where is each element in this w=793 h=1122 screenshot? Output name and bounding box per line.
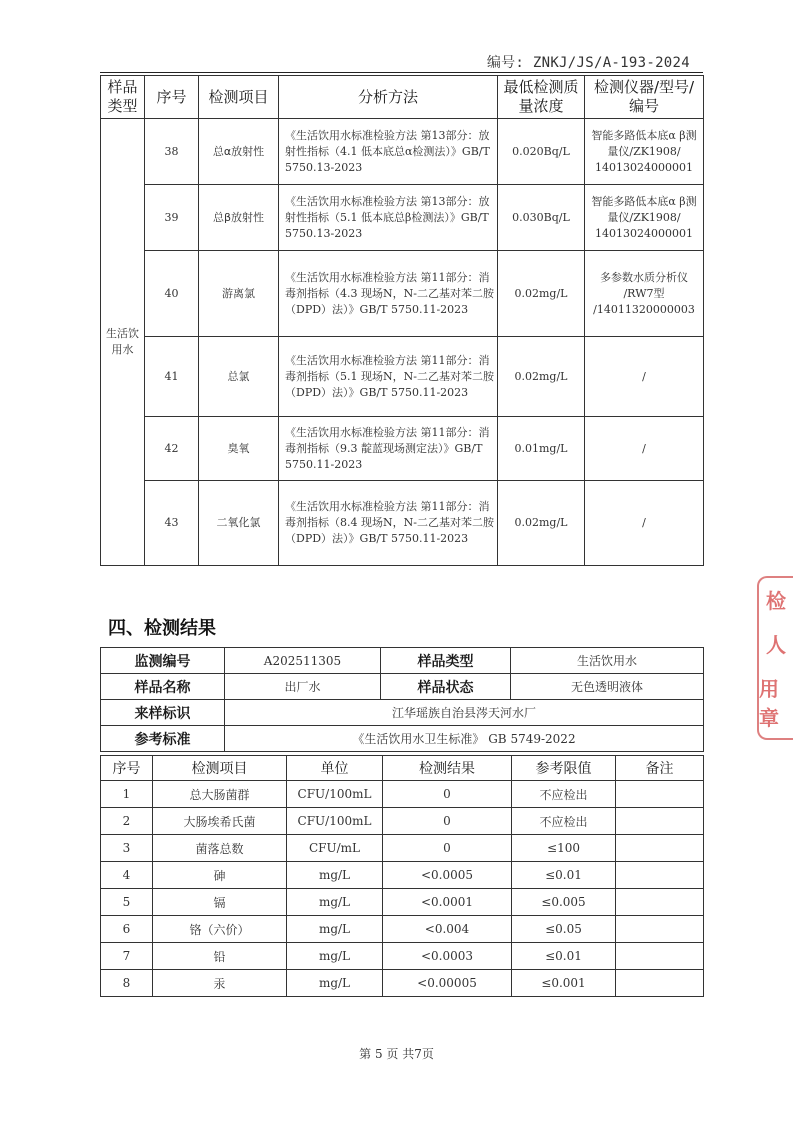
- seq-cell: 43: [145, 481, 199, 566]
- section-title: 四、检测结果: [108, 618, 216, 639]
- result-unit: mg/L: [287, 889, 383, 916]
- result-seq: 3: [101, 835, 153, 862]
- result-value: <0.00005: [383, 970, 512, 997]
- table-row: [101, 251, 704, 337]
- result-unit: mg/L: [287, 916, 383, 943]
- result-seq: 4: [101, 862, 153, 889]
- result-note: [616, 862, 704, 889]
- result-limit: ≤0.01: [512, 862, 616, 889]
- instrument-cell: /: [585, 417, 704, 481]
- instrument-cell: 多参数水质分析仪 /RW7型 /14011320000003: [585, 251, 704, 337]
- header-method: 分析方法: [279, 76, 498, 119]
- sample-state-label: 样品状态: [381, 674, 511, 700]
- result-item: 砷: [153, 862, 287, 889]
- seal-text: 人: [766, 632, 786, 657]
- reference-standard-value: 《生活饮用水卫生标准》 GB 5749-2022: [225, 726, 704, 752]
- concentration-cell: 0.01mg/L: [498, 417, 585, 481]
- result-limit: ≤100: [512, 835, 616, 862]
- item-cell: 臭氧: [199, 417, 279, 481]
- header-item: 检测项目: [199, 76, 279, 119]
- result-limit: ≤0.01: [512, 943, 616, 970]
- instrument-cell: 智能多路低本底α β测量仪/ZK1908/ 14013024000001: [585, 185, 704, 251]
- result-seq: 7: [101, 943, 153, 970]
- result-seq: 2: [101, 808, 153, 835]
- header-rule: [100, 72, 703, 73]
- result-note: [616, 916, 704, 943]
- result-note: [616, 943, 704, 970]
- result-value: 0: [383, 835, 512, 862]
- result-unit: mg/L: [287, 943, 383, 970]
- result-limit: ≤0.005: [512, 889, 616, 916]
- sample-type-value: 生活饮用水: [511, 648, 704, 674]
- header-min-concentration: 最低检测质量浓度: [498, 76, 585, 119]
- result-unit: CFU/mL: [287, 835, 383, 862]
- results-header-limit: 参考限值: [512, 756, 616, 781]
- seq-cell: 42: [145, 417, 199, 481]
- concentration-cell: 0.02mg/L: [498, 337, 585, 417]
- results-header-item: 检测项目: [153, 756, 287, 781]
- method-cell: 《生活饮用水标准检验方法 第11部分：消毒剂指标（9.3 靛蓝现场测定法）》GB/T 5750.11-2023: [279, 417, 498, 481]
- table-row: [101, 835, 704, 862]
- table-row: [101, 337, 704, 417]
- table-row: [101, 916, 704, 943]
- table-row: [101, 185, 704, 251]
- results-table: [100, 755, 704, 997]
- seq-cell: 38: [145, 119, 199, 185]
- concentration-cell: 0.02mg/L: [498, 251, 585, 337]
- instrument-cell: /: [585, 481, 704, 566]
- sample-source-value: 江华瑶族自治县涔天河水厂: [225, 700, 704, 726]
- seq-cell: 39: [145, 185, 199, 251]
- result-limit: ≤0.05: [512, 916, 616, 943]
- method-cell: 《生活饮用水标准检验方法 第11部分：消毒剂指标（4.3 现场N，N-二乙基对苯二胺（DPD）法）》GB/T 5750.11-2023: [279, 251, 498, 337]
- item-cell: 游离氯: [199, 251, 279, 337]
- method-cell: 《生活饮用水标准检验方法 第11部分：消毒剂指标（8.4 现场N，N-二乙基对苯二胺（DPD）法）》GB/T 5750.11-2023: [279, 481, 498, 566]
- result-value: <0.004: [383, 916, 512, 943]
- table-row: [101, 781, 704, 808]
- result-item: 镉: [153, 889, 287, 916]
- sample-source-label: 来样标识: [101, 700, 225, 726]
- table-row: [101, 970, 704, 997]
- concentration-cell: 0.020Bq/L: [498, 119, 585, 185]
- table-row: [101, 417, 704, 481]
- page-footer: 第 5 页 共7页: [359, 1047, 434, 1061]
- result-item: 铬（六价）: [153, 916, 287, 943]
- result-value: <0.0001: [383, 889, 512, 916]
- concentration-cell: 0.02mg/L: [498, 481, 585, 566]
- monitor-id-value: A202511305: [225, 648, 381, 674]
- result-unit: CFU/100mL: [287, 781, 383, 808]
- result-seq: 8: [101, 970, 153, 997]
- results-header-note: 备注: [616, 756, 704, 781]
- result-note: [616, 781, 704, 808]
- method-cell: 《生活饮用水标准检验方法 第13部分：放射性指标（4.1 低本底总α检测法）》GB/T 5750.13-2023: [279, 119, 498, 185]
- header-instrument: 检测仪器/型号/编号: [585, 76, 704, 119]
- result-note: [616, 970, 704, 997]
- seal-stamp: [757, 576, 793, 740]
- result-item: 汞: [153, 970, 287, 997]
- result-unit: mg/L: [287, 862, 383, 889]
- result-unit: CFU/100mL: [287, 808, 383, 835]
- method-cell: 《生活饮用水标准检验方法 第13部分：放射性指标（5.1 低本底总β检测法）》GB/T 5750.13-2023: [279, 185, 498, 251]
- concentration-cell: 0.030Bq/L: [498, 185, 585, 251]
- result-item: 总大肠菌群: [153, 781, 287, 808]
- sample-name-value: 出厂水: [225, 674, 381, 700]
- result-limit: 不应检出: [512, 808, 616, 835]
- result-value: <0.0003: [383, 943, 512, 970]
- table-row: [101, 481, 704, 566]
- sample-type-label: 样品类型: [381, 648, 511, 674]
- item-cell: 总氯: [199, 337, 279, 417]
- results-header-seq: 序号: [101, 756, 153, 781]
- document-number: 编号: ZNKJ/JS/A-193-2024: [486, 55, 690, 71]
- table-row: [101, 119, 704, 185]
- sample-type-cell: 生活饮用水: [101, 119, 145, 566]
- header-sample-type: 样品类型: [101, 76, 145, 119]
- result-seq: 6: [101, 916, 153, 943]
- result-value: <0.0005: [383, 862, 512, 889]
- result-note: [616, 808, 704, 835]
- seq-cell: 40: [145, 251, 199, 337]
- instrument-cell: /: [585, 337, 704, 417]
- reference-standard-label: 参考标准: [101, 726, 225, 752]
- monitor-id-label: 监测编号: [101, 648, 225, 674]
- instrument-cell: 智能多路低本底α β测量仪/ZK1908/ 14013024000001: [585, 119, 704, 185]
- item-cell: 总α放射性: [199, 119, 279, 185]
- result-item: 大肠埃希氏菌: [153, 808, 287, 835]
- result-seq: 5: [101, 889, 153, 916]
- result-note: [616, 889, 704, 916]
- table-row: [101, 862, 704, 889]
- result-limit: ≤0.001: [512, 970, 616, 997]
- method-cell: 《生活饮用水标准检验方法 第11部分：消毒剂指标（5.1 现场N，N-二乙基对苯二胺（DPD）法）》GB/T 5750.11-2023: [279, 337, 498, 417]
- sample-info-table: [100, 647, 704, 752]
- sample-name-label: 样品名称: [101, 674, 225, 700]
- result-value: 0: [383, 781, 512, 808]
- table-row: [101, 808, 704, 835]
- result-limit: 不应检出: [512, 781, 616, 808]
- sample-state-value: 无色透明液体: [511, 674, 704, 700]
- result-unit: mg/L: [287, 970, 383, 997]
- seal-text: 用章: [759, 676, 779, 730]
- result-item: 铅: [153, 943, 287, 970]
- item-cell: 总β放射性: [199, 185, 279, 251]
- header-seq: 序号: [145, 76, 199, 119]
- results-header-result: 检测结果: [383, 756, 512, 781]
- result-item: 菌落总数: [153, 835, 287, 862]
- seal-text: 检: [766, 589, 786, 614]
- result-note: [616, 835, 704, 862]
- table-row: [101, 889, 704, 916]
- item-cell: 二氧化氯: [199, 481, 279, 566]
- results-header-unit: 单位: [287, 756, 383, 781]
- result-seq: 1: [101, 781, 153, 808]
- seq-cell: 41: [145, 337, 199, 417]
- table-row: [101, 943, 704, 970]
- result-value: 0: [383, 808, 512, 835]
- methods-table: [100, 75, 704, 566]
